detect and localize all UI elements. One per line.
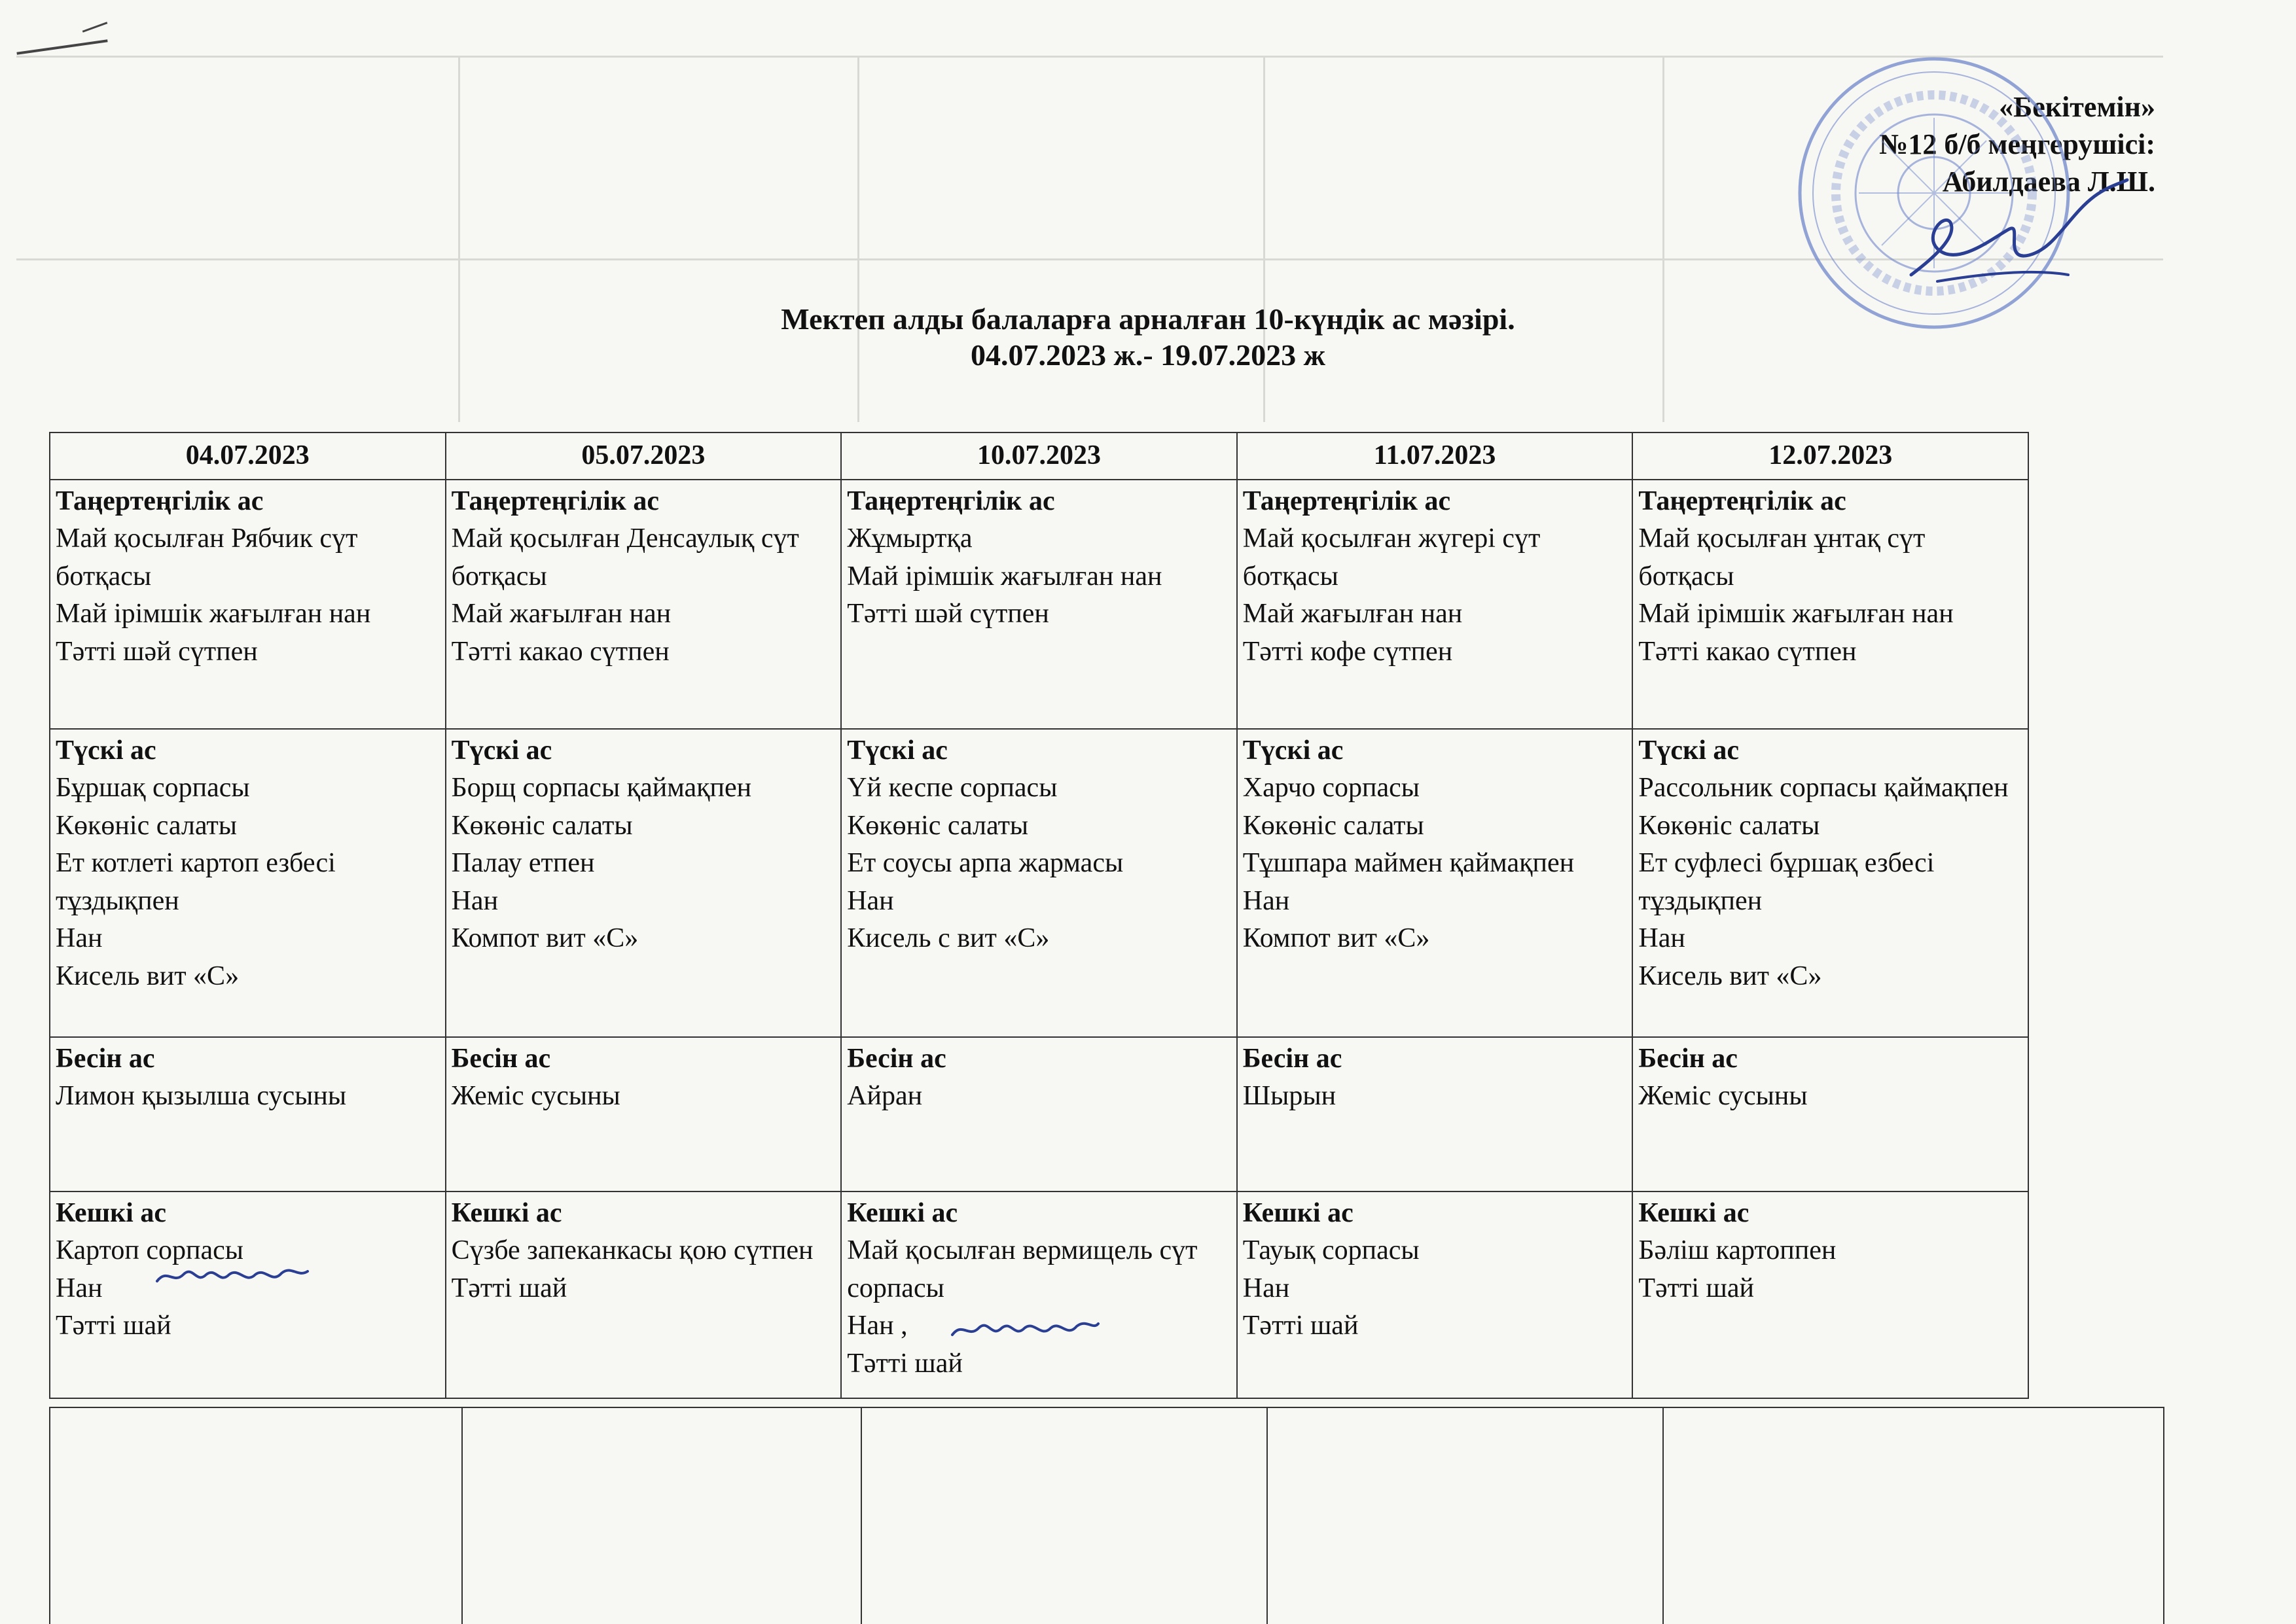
- dish: Харчо сорпасы: [1242, 773, 1420, 803]
- lunch-cell: [446, 729, 842, 1037]
- dish: Шырын: [1242, 1081, 1336, 1112]
- handwritten-scribble-icon: [154, 1255, 311, 1301]
- snack-row: [50, 1037, 2028, 1192]
- menu-title-line-2: 04.07.2023 ж.- 19.07.2023 ж: [970, 338, 1326, 372]
- dish: Көкөніс салаты: [1242, 810, 1424, 841]
- dish: Май ірімшік жағылған нан: [56, 599, 371, 629]
- breakfast-cell: [446, 480, 842, 729]
- dish: Нан: [451, 885, 499, 916]
- dish: Тәтті шәй сүтпен: [56, 636, 258, 667]
- dish: Жеміс сусыны: [451, 1081, 620, 1112]
- dish: Май қосылған жүгері сүт ботқасы: [1242, 523, 1541, 591]
- date-header: 04.07.2023: [50, 432, 446, 480]
- dish: Тауық сорпасы: [1242, 1235, 1420, 1266]
- lunch-row: [50, 729, 2028, 1037]
- dish: Сүзбе запеканкасы қою сүтпен: [451, 1235, 814, 1266]
- lunch-cell: [1237, 729, 1633, 1037]
- dish: Көкөніс салаты: [847, 810, 1029, 841]
- meal-heading: Бесін ас: [56, 1043, 155, 1074]
- dish: Тәтті какао сүтпен: [1638, 636, 1857, 667]
- grid-line: [1662, 1408, 1664, 1624]
- approval-line-3: Абилдаева Л.Ш.: [1942, 166, 2155, 198]
- lunch-cell: [1632, 729, 2028, 1037]
- meal-heading: Түскі ас: [1242, 735, 1344, 766]
- dinner-cell: [1237, 1192, 1633, 1398]
- meal-heading: Кешкі ас: [847, 1197, 958, 1228]
- dish: Нан: [1638, 923, 1685, 954]
- dish: Компот вит «С»: [1242, 923, 1430, 954]
- dish: Тәтті кофе сүтпен: [1242, 636, 1453, 667]
- dish: Көкөніс салаты: [1638, 810, 1820, 841]
- date-header: 12.07.2023: [1632, 432, 2028, 480]
- dish: Тәтті шай: [1638, 1273, 1755, 1303]
- dish: Нан: [1242, 1273, 1290, 1303]
- meal-heading: Таңертеңгілік ас: [451, 485, 659, 516]
- dish: Айран: [847, 1081, 923, 1112]
- date-header: 10.07.2023: [841, 432, 1237, 480]
- dish: Май ірімшік жағылған нан: [1638, 599, 1954, 629]
- date-header-row: [50, 432, 2028, 480]
- meal-heading: Кешкі ас: [1638, 1197, 1749, 1228]
- grid-line: [49, 1408, 50, 1624]
- meal-heading: Таңертеңгілік ас: [56, 485, 264, 516]
- snack-cell: [1632, 1037, 2028, 1192]
- breakfast-cell: [1632, 480, 2028, 729]
- meal-heading: Бесін ас: [1242, 1043, 1342, 1074]
- dish: Кисель с вит «С»: [847, 923, 1050, 954]
- dish: Бұршақ сорпасы: [56, 773, 250, 803]
- meal-heading: Түскі ас: [56, 735, 156, 766]
- dish: Май қосылған Денсаулық сүт ботқасы: [451, 523, 799, 591]
- dinner-cell: [841, 1192, 1237, 1398]
- meal-heading: Кешкі ас: [1242, 1197, 1354, 1228]
- breakfast-cell: [841, 480, 1237, 729]
- dish: Борщ сорпасы қаймақпен: [451, 773, 752, 803]
- meal-heading: Кешкі ас: [451, 1197, 562, 1228]
- dish: Палау етпен: [451, 848, 595, 879]
- dish: Тәтті какао сүтпен: [451, 636, 670, 667]
- dinner-row: [50, 1192, 2028, 1398]
- meal-heading: Бесін ас: [451, 1043, 551, 1074]
- dish: Рассольник сорпасы қаймақпен: [1638, 773, 2009, 803]
- meal-heading: Түскі ас: [451, 735, 552, 766]
- dish: Тәтті шай: [56, 1311, 171, 1341]
- breakfast-cell: [50, 480, 446, 729]
- menu-title: [0, 301, 2296, 373]
- menu-title-line-1: Мектеп алды балаларға арналған 10-күндік ас мәзірі.: [781, 302, 1515, 336]
- snack-cell: [446, 1037, 842, 1192]
- dish: Ет суфлесі бұршақ езбесі тұздықпен: [1638, 848, 1935, 916]
- dish: Май жағылған нан: [1242, 599, 1463, 629]
- menu-table: [49, 432, 2029, 1399]
- snack-cell: [50, 1037, 446, 1192]
- dish: Май жағылған нан: [451, 599, 672, 629]
- corner-pen-mark-2: [82, 22, 108, 32]
- dish: Май қосылған ұнтақ сүт ботқасы: [1638, 523, 1926, 591]
- meal-heading: Бесін ас: [847, 1043, 946, 1074]
- dish: Тұшпара маймен қаймақпен: [1242, 848, 1575, 879]
- dish: Жұмыртқа: [847, 523, 973, 554]
- dish: Тәтті шай: [1242, 1311, 1359, 1341]
- approval-line-2: №12 б/б меңгерушісі:: [1879, 128, 2155, 161]
- dish: Үй кеспе сорпасы: [847, 773, 1058, 803]
- dish: Нан: [56, 1273, 103, 1303]
- date-header: 05.07.2023: [446, 432, 842, 480]
- dish: Нан: [56, 923, 103, 954]
- dish: Ет котлеті картоп езбесі тұздықпен: [56, 848, 336, 916]
- meal-heading: Таңертеңгілік ас: [1242, 485, 1451, 516]
- breakfast-row: [50, 480, 2028, 729]
- meal-heading: Таңертеңгілік ас: [847, 485, 1055, 516]
- dish: Кисель вит «С»: [1638, 961, 1822, 991]
- meal-heading: Түскі ас: [847, 735, 948, 766]
- dish: Нан ,: [847, 1311, 908, 1341]
- dish: Нан: [847, 885, 894, 916]
- dish: Көкөніс салаты: [451, 810, 633, 841]
- dish: Кисель вит «С»: [56, 961, 240, 991]
- handwritten-scribble-icon: [949, 1305, 1100, 1351]
- empty-table-row: [49, 1407, 2164, 1624]
- dinner-cell: [1632, 1192, 2028, 1398]
- dinner-cell: [446, 1192, 842, 1398]
- dish: Бәліш картоппен: [1638, 1235, 1837, 1266]
- dish: Компот вит «С»: [451, 923, 639, 954]
- snack-cell: [841, 1037, 1237, 1192]
- meal-heading: Бесін ас: [1638, 1043, 1738, 1074]
- approval-line-1: «Бекітемін»: [1999, 91, 2155, 123]
- dish: Көкөніс салаты: [56, 810, 237, 841]
- meal-heading: Кешкі ас: [56, 1197, 166, 1228]
- breakfast-cell: [1237, 480, 1633, 729]
- date-header: 11.07.2023: [1237, 432, 1633, 480]
- dish: Ет соусы арпа жармасы: [847, 848, 1124, 879]
- lunch-cell: [841, 729, 1237, 1037]
- dish: Жеміс сусыны: [1638, 1081, 1808, 1112]
- grid-line: [461, 1408, 463, 1624]
- dish: Май қосылған Рябчик сүт ботқасы: [56, 523, 358, 591]
- dish: Май ірімшік жағылған нан: [847, 561, 1162, 591]
- dish: Нан: [1242, 885, 1290, 916]
- meal-heading: Түскі ас: [1638, 735, 1740, 766]
- dish: Тәтті шәй сүтпен: [847, 599, 1049, 629]
- dish: Май қосылған вермищель сүт сорпасы: [847, 1235, 1198, 1303]
- snack-cell: [1237, 1037, 1633, 1192]
- dish: Лимон қызылша сусыны: [56, 1081, 347, 1112]
- corner-pen-mark: [16, 39, 107, 54]
- meal-heading: Таңертеңгілік ас: [1638, 485, 1846, 516]
- dish: Картоп сорпасы: [56, 1235, 243, 1266]
- signature-icon: [1898, 177, 2134, 308]
- grid-line: [861, 1408, 862, 1624]
- dish: Тәтті шай: [847, 1348, 963, 1379]
- lunch-cell: [50, 729, 446, 1037]
- grid-line: [1266, 1408, 1268, 1624]
- dish: Тәтті шай: [451, 1273, 567, 1303]
